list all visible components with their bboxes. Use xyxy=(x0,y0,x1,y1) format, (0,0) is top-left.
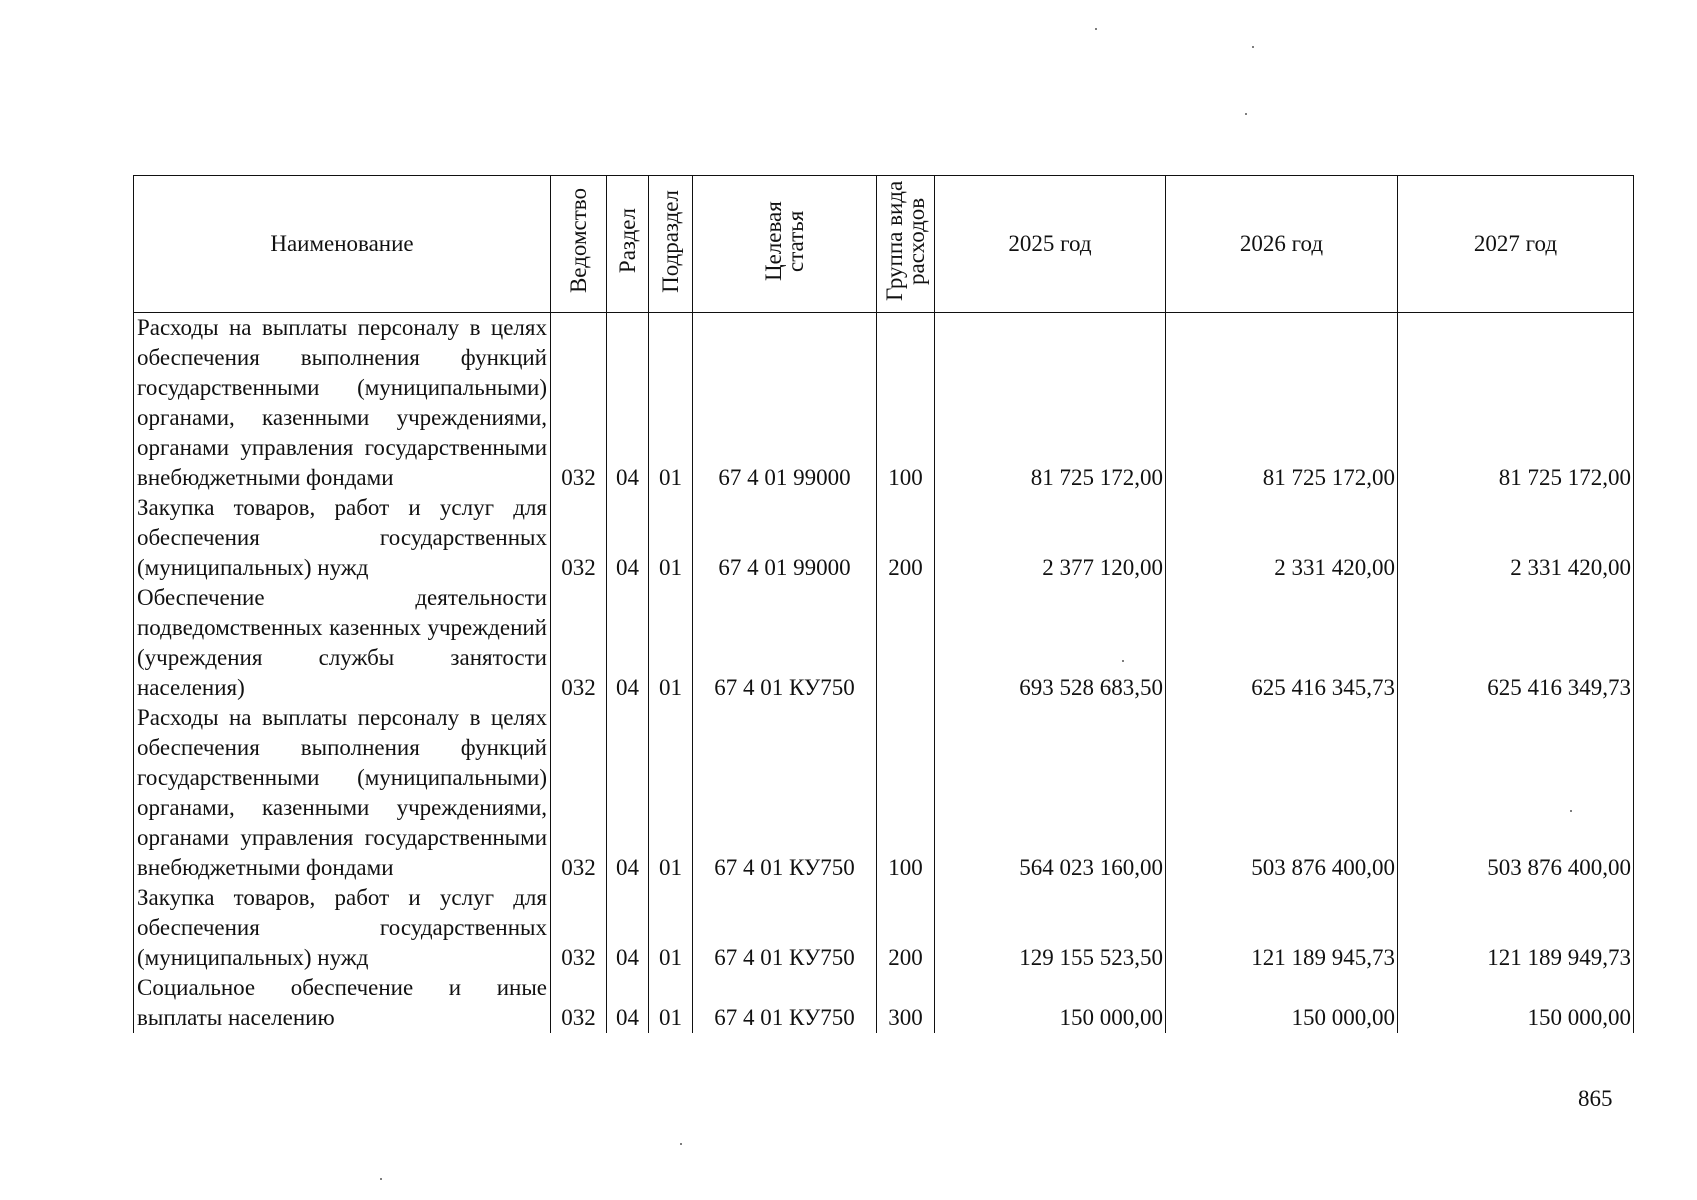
row-podrazdel: 01 xyxy=(649,883,693,973)
header-podrazdel xyxy=(649,176,693,313)
header-podrazdel-text: Подраздел xyxy=(657,189,683,293)
header-razdel-text: Раздел xyxy=(614,208,640,274)
row-gruppa: 100 xyxy=(877,703,935,883)
row-amount-2027: 150 000,00 xyxy=(1398,973,1634,1033)
row-celevaya: 67 4 01 99000 xyxy=(693,493,877,583)
row-name: Социальное обеспечение и иные выплаты населению xyxy=(134,973,551,1033)
row-celevaya: 67 4 01 КУ750 xyxy=(693,973,877,1033)
table-row xyxy=(134,703,1634,883)
table-row xyxy=(134,493,1634,583)
scan-speck xyxy=(1252,46,1254,48)
table-row xyxy=(134,973,1634,1033)
row-amount-2027: 2 331 420,00 xyxy=(1398,493,1634,583)
row-razdel: 04 xyxy=(607,973,649,1033)
row-podrazdel: 01 xyxy=(649,703,693,883)
row-amount-2025: 564 023 160,00 xyxy=(935,703,1166,883)
row-podrazdel: 01 xyxy=(649,493,693,583)
table-header-row xyxy=(134,176,1634,313)
header-gruppa xyxy=(877,176,935,313)
scan-speck xyxy=(380,1178,382,1180)
row-vedomstvo: 032 xyxy=(551,583,607,703)
scan-speck xyxy=(1245,113,1247,115)
header-year-2026 xyxy=(1166,176,1398,313)
row-razdel: 04 xyxy=(607,313,649,494)
row-gruppa: 100 xyxy=(877,313,935,494)
row-razdel: 04 xyxy=(607,703,649,883)
row-amount-2025: 150 000,00 xyxy=(935,973,1166,1033)
row-amount-2025: 2 377 120,00 xyxy=(935,493,1166,583)
row-vedomstvo: 032 xyxy=(551,313,607,494)
header-name xyxy=(134,176,551,313)
header-year-2025-text: 2025 год xyxy=(1008,231,1092,256)
scan-speck xyxy=(1570,810,1572,812)
row-name: Расходы на выплаты персоналу в целях обеспечения выполнения функций государственными (муниципальными) органами, казенными учреждениями, органами управления государственными внебюджетными фондами xyxy=(134,703,551,883)
row-vedomstvo: 032 xyxy=(551,493,607,583)
row-gruppa: 200 xyxy=(877,883,935,973)
row-amount-2027: 503 876 400,00 xyxy=(1398,703,1634,883)
row-name: Расходы на выплаты персоналу в целях обеспечения выполнения функций государственными (муниципальными) органами, казенными учреждениями, органами управления государственными внебюджетными фондами xyxy=(134,313,551,494)
row-amount-2027: 81 725 172,00 xyxy=(1398,313,1634,494)
header-razdel xyxy=(607,176,649,313)
table-row xyxy=(134,883,1634,973)
header-year-2026-text: 2026 год xyxy=(1239,231,1324,256)
row-podrazdel: 01 xyxy=(649,973,693,1033)
row-vedomstvo: 032 xyxy=(551,703,607,883)
header-gruppa-text: Группа вида расходов xyxy=(881,180,929,302)
header-year-2027-text: 2027 год xyxy=(1473,231,1558,256)
row-razdel: 04 xyxy=(607,493,649,583)
row-amount-2027: 121 189 949,73 xyxy=(1398,883,1634,973)
row-vedomstvo: 032 xyxy=(551,883,607,973)
row-gruppa: 200 xyxy=(877,493,935,583)
header-vedomstvo-text: Ведомство xyxy=(565,188,591,294)
row-razdel: 04 xyxy=(607,583,649,703)
scan-speck xyxy=(1122,660,1124,662)
row-amount-2027: 625 416 349,73 xyxy=(1398,583,1634,703)
row-celevaya: 67 4 01 99000 xyxy=(693,313,877,494)
row-amount-2026: 150 000,00 xyxy=(1166,973,1398,1033)
row-amount-2026: 2 331 420,00 xyxy=(1166,493,1398,583)
row-podrazdel: 01 xyxy=(649,583,693,703)
header-year-2027 xyxy=(1398,176,1634,313)
row-celevaya: 67 4 01 КУ750 xyxy=(693,583,877,703)
header-year-2025 xyxy=(935,176,1166,313)
table-row xyxy=(134,583,1634,703)
header-celevaya-text: Целевая статья xyxy=(760,201,808,281)
row-name: Закупка товаров, работ и услуг для обеспечения государственных (муниципальных) нужд xyxy=(134,883,551,973)
budget-table xyxy=(133,175,1634,1033)
page-number: 865 xyxy=(1578,1086,1613,1111)
row-amount-2026: 625 416 345,73 xyxy=(1166,583,1398,703)
row-gruppa xyxy=(877,583,935,703)
row-celevaya: 67 4 01 КУ750 xyxy=(693,883,877,973)
row-amount-2025: 81 725 172,00 xyxy=(935,313,1166,494)
scan-speck xyxy=(1095,28,1097,30)
row-amount-2026: 503 876 400,00 xyxy=(1166,703,1398,883)
row-name: Обеспечение деятельности подведомственных казенных учреждений (учреждения службы занятости населения) xyxy=(134,583,551,703)
row-amount-2026: 81 725 172,00 xyxy=(1166,313,1398,494)
row-razdel: 04 xyxy=(607,883,649,973)
row-celevaya: 67 4 01 КУ750 xyxy=(693,703,877,883)
row-podrazdel: 01 xyxy=(649,313,693,494)
row-gruppa: 300 xyxy=(877,973,935,1033)
header-vedomstvo xyxy=(551,176,607,313)
row-amount-2025: 129 155 523,50 xyxy=(935,883,1166,973)
row-amount-2026: 121 189 945,73 xyxy=(1166,883,1398,973)
row-amount-2025: 693 528 683,50 xyxy=(935,583,1166,703)
header-name-text: Наименование xyxy=(270,231,414,256)
scan-speck xyxy=(680,1143,682,1145)
row-name: Закупка товаров, работ и услуг для обеспечения государственных (муниципальных) нужд xyxy=(134,493,551,583)
header-celevaya xyxy=(693,176,877,313)
row-vedomstvo: 032 xyxy=(551,973,607,1033)
table-row xyxy=(134,313,1634,494)
